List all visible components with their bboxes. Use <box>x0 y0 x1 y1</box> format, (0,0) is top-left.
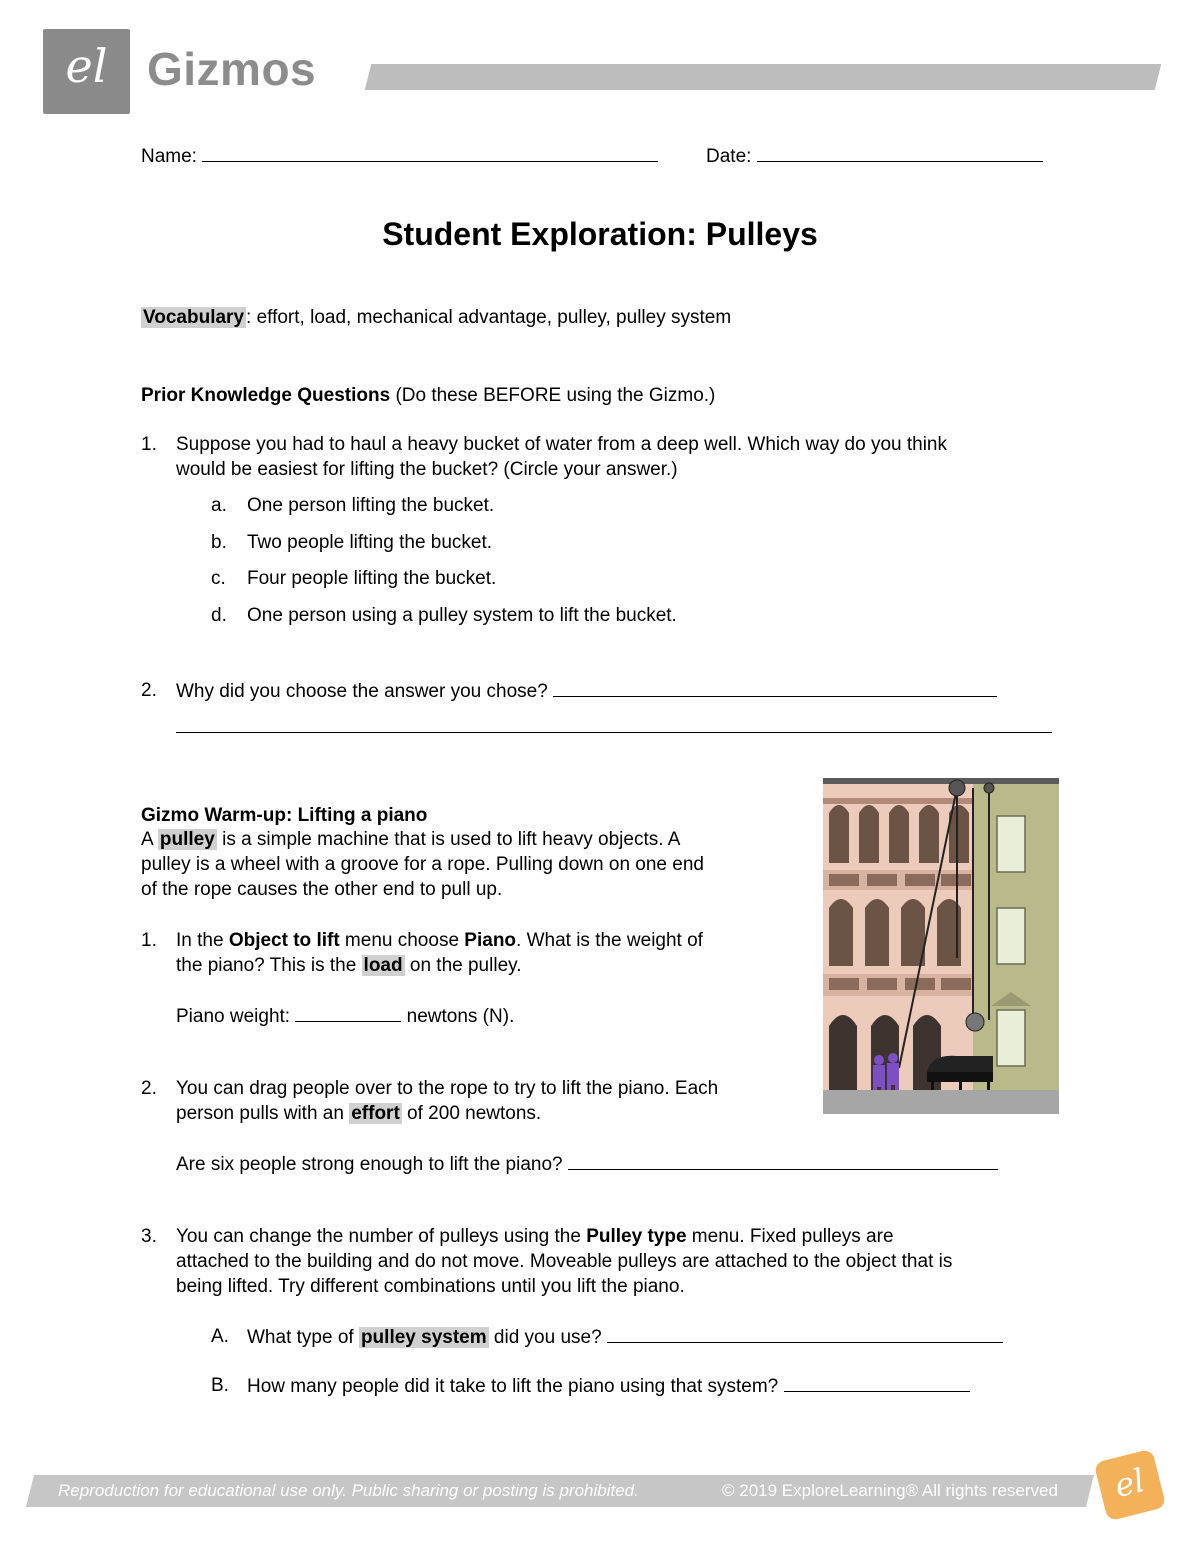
six-people-answer-line[interactable] <box>568 1151 998 1170</box>
warmup-intro-line3: of the rope causes the other end to pull up. <box>141 879 503 900</box>
warmup-q1-number: 1. <box>141 930 157 951</box>
pulley-system-question <box>247 1324 1003 1350</box>
option-letter: b. <box>211 532 227 553</box>
option-letter: a. <box>211 495 227 516</box>
text-fragment: menu. Fixed pulleys are <box>686 1226 894 1247</box>
text-fragment: of 200 newtons. <box>401 1103 542 1124</box>
pulley-gizmo-image <box>823 778 1059 1114</box>
piano-weight-field[interactable] <box>295 1003 401 1022</box>
option-letter: c. <box>211 568 226 589</box>
text-bold: Piano <box>464 930 517 951</box>
six-people-question <box>176 1151 998 1177</box>
explorelearning-logo-icon <box>1094 1449 1167 1522</box>
option-b[interactable]: Two people lifting the bucket. <box>247 532 493 553</box>
warmup-q3-number: 3. <box>141 1226 157 1247</box>
prior-q2-answer-line-2[interactable] <box>176 732 1052 733</box>
warmup-intro-line2: pulley is a wheel with a groove for a rope. Pulling down on one end <box>141 854 704 875</box>
vocabulary <box>141 307 731 329</box>
text-fragment: What type of <box>247 1327 359 1348</box>
prior-q2-number: 2. <box>141 680 157 701</box>
text-fragment: person pulls with an <box>176 1103 350 1124</box>
date-label: Date: <box>706 146 752 167</box>
text-fragment: . What is the weight of <box>516 930 703 951</box>
text-fragment: the piano? This is the <box>176 955 362 976</box>
text-bold: Pulley type <box>586 1226 687 1247</box>
text-fragment: is a simple machine that is used to lift heavy objects. A <box>216 829 681 850</box>
people-count-answer-line[interactable] <box>784 1373 970 1392</box>
warmup-q2 <box>176 1076 718 1126</box>
warmup-intro-line1 <box>141 827 704 852</box>
warmup-q2-line1: You can drag people over to the rope to try to lift the piano. Each <box>176 1078 719 1099</box>
warmup-q1-line1 <box>176 928 703 953</box>
date-field[interactable] <box>757 143 1043 162</box>
warmup-q3 <box>176 1224 952 1299</box>
gizmos-logo <box>43 29 130 114</box>
term-pulley-system: pulley system <box>360 1327 487 1348</box>
piano-weight-row <box>176 1003 514 1029</box>
piano-weight-unit: newtons (N). <box>406 1006 515 1027</box>
text-fragment: on the pulley. <box>404 955 522 976</box>
prior-q1-number: 1. <box>141 434 157 455</box>
sub-question-letter: B. <box>211 1375 229 1396</box>
warmup-q3-line3: being lifted. Try different combinations until you lift the piano. <box>176 1276 685 1297</box>
option-letter: d. <box>211 605 227 626</box>
prior-q1-line1: Suppose you had to haul a heavy bucket of water from a deep well. Which way do you think <box>176 434 948 455</box>
name-row <box>141 143 658 168</box>
prior-q1-text <box>176 432 947 482</box>
people-count-question <box>247 1373 970 1399</box>
warmup-q2-line2 <box>176 1101 718 1126</box>
page-title: Student Exploration: Pulleys <box>382 216 818 252</box>
prior-knowledge-heading <box>141 385 715 407</box>
prior-q2 <box>176 678 997 704</box>
text-fragment: You can change the number of pulleys using the <box>176 1226 587 1247</box>
warmup-q3-line1 <box>176 1224 952 1249</box>
text-fragment: menu choose <box>339 930 465 951</box>
warmup-heading <box>141 803 427 828</box>
warmup-q3-line2: attached to the building and do not move. Moveable pulleys are attached to the object that is <box>176 1251 953 1272</box>
prior-q2-text: Why did you choose the answer you chose? <box>176 681 548 702</box>
text-fragment: A <box>141 829 158 850</box>
term-load: load <box>363 955 403 976</box>
vocabulary-label: Vocabulary <box>143 307 245 328</box>
footer-copyright: © 2019 ExploreLearning® All rights reserved <box>722 1481 1058 1500</box>
prior-q1-line2: would be easiest for lifting the bucket? (Circle your answer.) <box>176 459 678 480</box>
warmup-q1 <box>176 928 703 978</box>
name-field[interactable] <box>202 143 658 162</box>
pulley-system-answer-line[interactable] <box>607 1324 1003 1343</box>
prior-note: (Do these BEFORE using the Gizmo.) <box>395 385 716 406</box>
six-people-text: Are six people strong enough to lift the piano? <box>176 1154 563 1175</box>
warmup-heading-text: Gizmo Warm-up: Lifting a piano <box>141 805 428 826</box>
option-c[interactable]: Four people lifting the bucket. <box>247 568 497 589</box>
term-effort: effort <box>351 1103 400 1124</box>
footer-disclaimer: Reproduction for educational use only. Public sharing or posting is prohibited. <box>58 1481 639 1500</box>
piano-weight-label: Piano weight: <box>176 1006 291 1027</box>
text-bold: Object to lift <box>228 930 340 951</box>
warmup-q2-number: 2. <box>141 1078 157 1099</box>
vocabulary-text: : effort, load, mechanical advantage, pulley, pulley system <box>246 307 732 328</box>
warmup-q1-line2 <box>176 953 703 978</box>
warmup-intro <box>141 827 704 902</box>
logo-mark: el <box>65 39 108 93</box>
prior-heading: Prior Knowledge Questions <box>141 385 391 406</box>
sub-question-letter: A. <box>211 1326 229 1347</box>
text-fragment: In the <box>176 930 229 951</box>
footer-logo-mark: el <box>1110 1461 1149 1506</box>
option-d[interactable]: One person using a pulley system to lift the bucket. <box>247 605 677 626</box>
brand-name: Gizmos <box>147 43 317 95</box>
text-fragment: did you use? <box>488 1327 602 1348</box>
option-a[interactable]: One person lifting the bucket. <box>247 495 495 516</box>
people-count-text: How many people did it take to lift the piano using that system? <box>247 1376 779 1397</box>
name-label: Name: <box>141 146 197 167</box>
header-bar <box>365 64 1161 90</box>
date-row <box>706 143 1043 168</box>
term-pulley: pulley <box>159 829 215 850</box>
prior-q2-answer-line[interactable] <box>553 678 997 697</box>
